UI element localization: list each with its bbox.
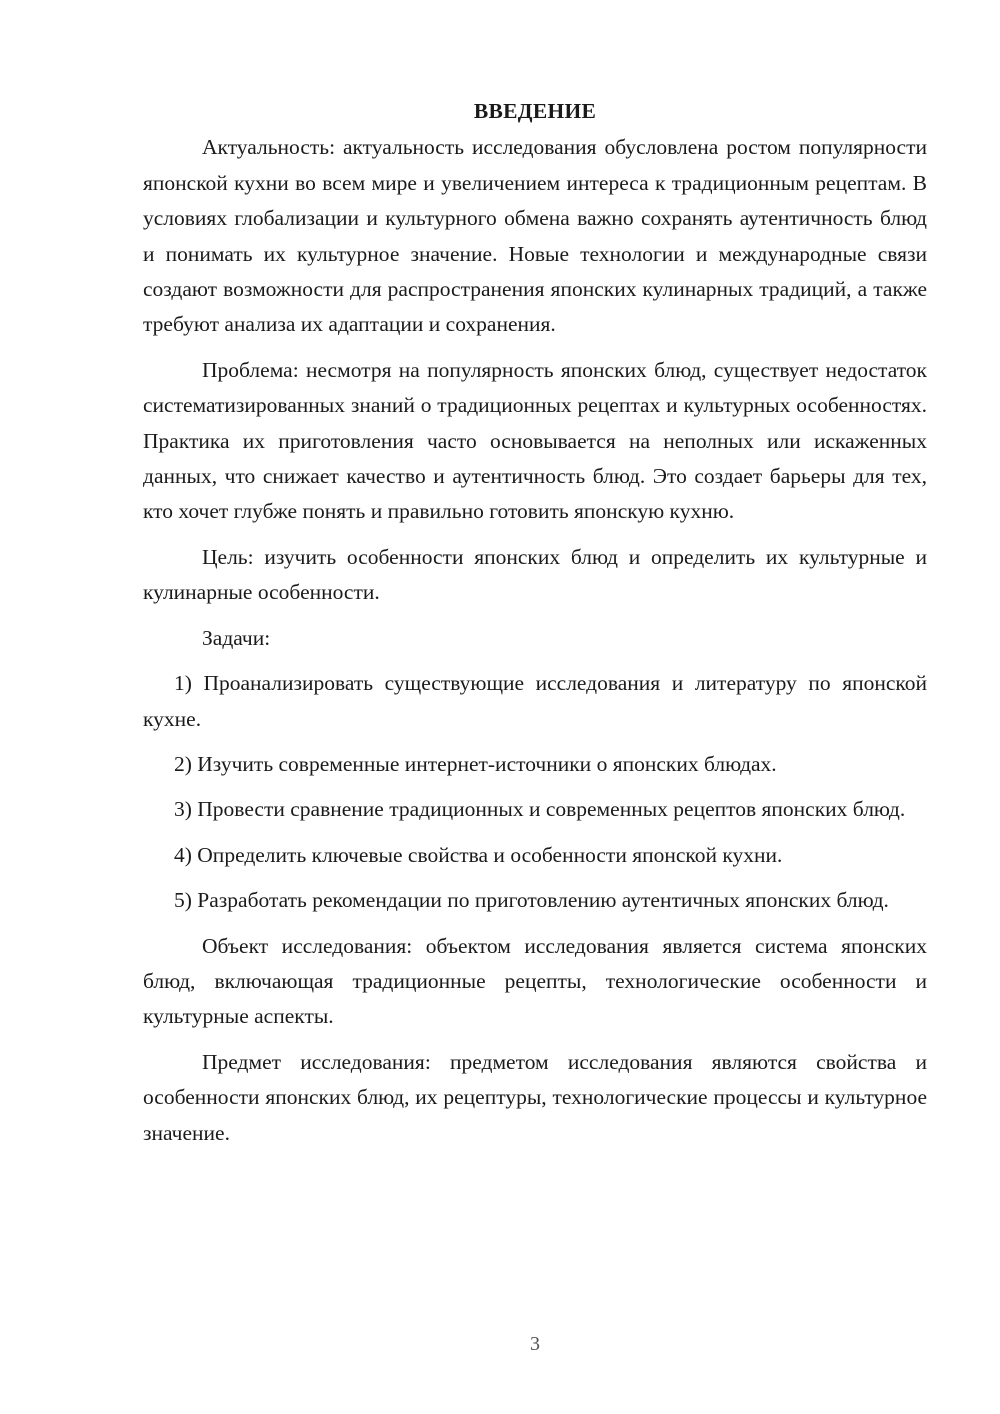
- page-content: [143, 94, 927, 1151]
- section-heading: ВВЕДЕНИЕ: [473, 99, 597, 123]
- tasks-label: Задачи:: [202, 625, 271, 650]
- subject-paragraph: Предмет исследования: предметом исследования являются свойства и особенности японских блюд, их рецептуры, технологические процессы и культурное значение.: [143, 1049, 927, 1145]
- goal-paragraph: Цель: изучить особенности японских блюд и определить их культурные и кулинарные особенности.: [143, 544, 927, 605]
- task-item-3: 3) Провести сравнение традиционных и современных рецептов японских блюд.: [174, 797, 906, 822]
- task-item-1: 1) Проанализировать существующие исследования и литературу по японской кухне.: [143, 671, 927, 731]
- page-number: 3: [530, 1333, 540, 1355]
- object-paragraph: Объект исследования: объектом исследования является система японских блюд, включающая традиционные рецепты, технологические особенности и культурные аспекты.: [143, 933, 927, 1029]
- problem-paragraph: Проблема: несмотря на популярность японских блюд, существует недостаток систематизированных знаний о традиционных рецептах и культурных особенностях. Практика их приготовления часто основывается на неполных или искаженных данных, что снижает качество и аутентичность блюд. Это создает барьеры для тех, кто хочет глубже понять и правильно готовить японскую кухню.: [143, 357, 927, 524]
- task-item-5: 5) Разработать рекомендации по приготовлению аутентичных японских блюд.: [174, 888, 889, 913]
- task-item-2: 2) Изучить современные интернет-источники о японских блюдах.: [174, 751, 777, 776]
- relevance-paragraph: Актуальность: актуальность исследования обусловлена ростом популярности японской кухни во всем мире и увеличением интереса к традиционным рецептам. В условиях глобализации и культурного обмена важно сохранять аутентичность блюд и понимать их культурное значение. Новые технологии и международные связи создают возможности для распространения японских кулинарных традиций, а также требуют анализа их адаптации и сохранения.: [143, 135, 927, 337]
- task-item-4: 4) Определить ключевые свойства и особенности японской кухни.: [174, 842, 783, 867]
